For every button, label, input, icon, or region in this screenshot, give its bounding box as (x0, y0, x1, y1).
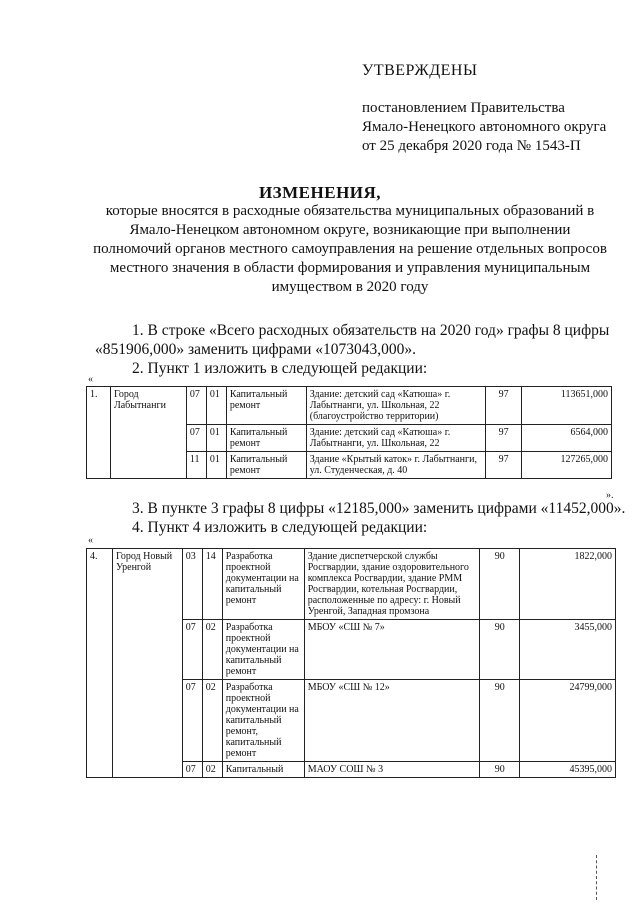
expense-code: 97 (486, 452, 522, 479)
municipality-name: Город Лабытнанги (110, 387, 186, 479)
quote-open-2: « (88, 535, 93, 546)
subtitle-line-3: полномочий органов местного самоуправления на решение отдельных вопросов (93, 241, 607, 257)
amount: 127265,000 (522, 452, 612, 479)
subsection-code: 01 (206, 425, 226, 452)
table-point-4 (86, 548, 616, 778)
work-type: Капитальный (222, 762, 304, 778)
work-type: Разработка проектной документации на капитальный ремонт (222, 549, 304, 620)
subtitle-line-4: местного значения в области формирования и управления муниципальным (109, 260, 591, 276)
work-type: Капитальный ремонт (226, 387, 306, 425)
paragraph-3: 3. В пункте 3 графы 8 цифры «12185,000» заменить цифрами «11452,000». (132, 500, 626, 517)
subtitle-line-2: Ямало-Ненецком автономном округе, возникающие при выполнении (129, 222, 571, 238)
expense-code: 97 (486, 425, 522, 452)
subsection-code: 01 (206, 387, 226, 425)
section-code: 07 (182, 762, 202, 778)
subsection-code: 02 (202, 620, 222, 680)
quote-open-1: « (88, 374, 93, 385)
amount: 24799,000 (520, 680, 616, 762)
section-code: 07 (186, 387, 206, 425)
work-type: Разработка проектной документации на капитальный ремонт (222, 620, 304, 680)
subsection-code: 14 (202, 549, 222, 620)
object-description: Здание диспетчерской службы Росгвардии, здание оздоровительного комплекса Росгвардии, здание РММ Росгвардии, котельная Росгвардии, расположенные по адресу: г. Новый Уренгой, Западная промзона (304, 549, 480, 620)
expense-code: 97 (486, 387, 522, 425)
object-description: МБОУ «СШ № 7» (304, 620, 480, 680)
subsection-code: 02 (202, 762, 222, 778)
paragraph-1-line-1: 1. В строке «Всего расходных обязательств на 2020 год» графы 8 цифры (132, 322, 610, 339)
object-description: Здание: детский сад «Катюша» г. Лабытнанги, ул. Школьная, 22 (306, 425, 486, 452)
paragraph-2: 2. Пункт 1 изложить в следующей редакции: (132, 360, 428, 377)
object-description: МАОУ СОШ № 3 (304, 762, 480, 778)
approval-line-1: постановлением Правительства (362, 100, 565, 116)
work-type: Разработка проектной документации на капитальный ремонт, капитальный ремонт (222, 680, 304, 762)
subsection-code: 02 (202, 680, 222, 762)
subtitle-line-5: имуществом в 2020 году (271, 279, 429, 295)
subsection-code: 01 (206, 452, 226, 479)
row-number: 1. (87, 387, 111, 479)
paragraph-4: 4. Пункт 4 изложить в следующей редакции: (132, 519, 428, 536)
amount: 1822,000 (520, 549, 616, 620)
amount: 6564,000 (522, 425, 612, 452)
approval-line-3: от 25 декабря 2020 года № 1543-П (362, 138, 581, 154)
object-description: МБОУ «СШ № 12» (304, 680, 480, 762)
expense-code: 90 (480, 549, 520, 620)
section-code: 11 (186, 452, 206, 479)
table-point-1 (86, 386, 612, 479)
section-code: 07 (186, 425, 206, 452)
approval-title: УТВЕРЖДЕНЫ (362, 62, 478, 79)
quote-close-1: ». (606, 490, 614, 501)
document-heading: ИЗМЕНЕНИЯ, (258, 183, 382, 202)
expense-code: 90 (480, 680, 520, 762)
subtitle-line-1: которые вносятся в расходные обязательства муниципальных образований в (105, 203, 595, 219)
expense-code: 90 (480, 620, 520, 680)
amount: 3455,000 (520, 620, 616, 680)
row-number: 4. (87, 549, 113, 778)
scan-artifact-line (596, 855, 597, 900)
object-description: Здание: детский сад «Катюша» г. Лабытнанги, ул. Школьная, 22 (благоустройство территории) (306, 387, 486, 425)
section-code: 07 (182, 680, 202, 762)
municipality-name: Город Новый Уренгой (112, 549, 182, 778)
expense-code: 90 (480, 762, 520, 778)
amount: 113651,000 (522, 387, 612, 425)
approval-line-2: Ямало-Ненецкого автономного округа (362, 119, 607, 135)
section-code: 03 (182, 549, 202, 620)
section-code: 07 (182, 620, 202, 680)
amount: 45395,000 (520, 762, 616, 778)
work-type: Капитальный ремонт (226, 452, 306, 479)
paragraph-1-line-2: «851906,000» заменить цифрами «1073043,000». (95, 341, 416, 358)
object-description: Здание «Крытый каток» г. Лабытнанги, ул. Студенческая, д. 40 (306, 452, 486, 479)
work-type: Капитальный ремонт (226, 425, 306, 452)
table-row (87, 387, 612, 425)
table-row (87, 549, 616, 620)
